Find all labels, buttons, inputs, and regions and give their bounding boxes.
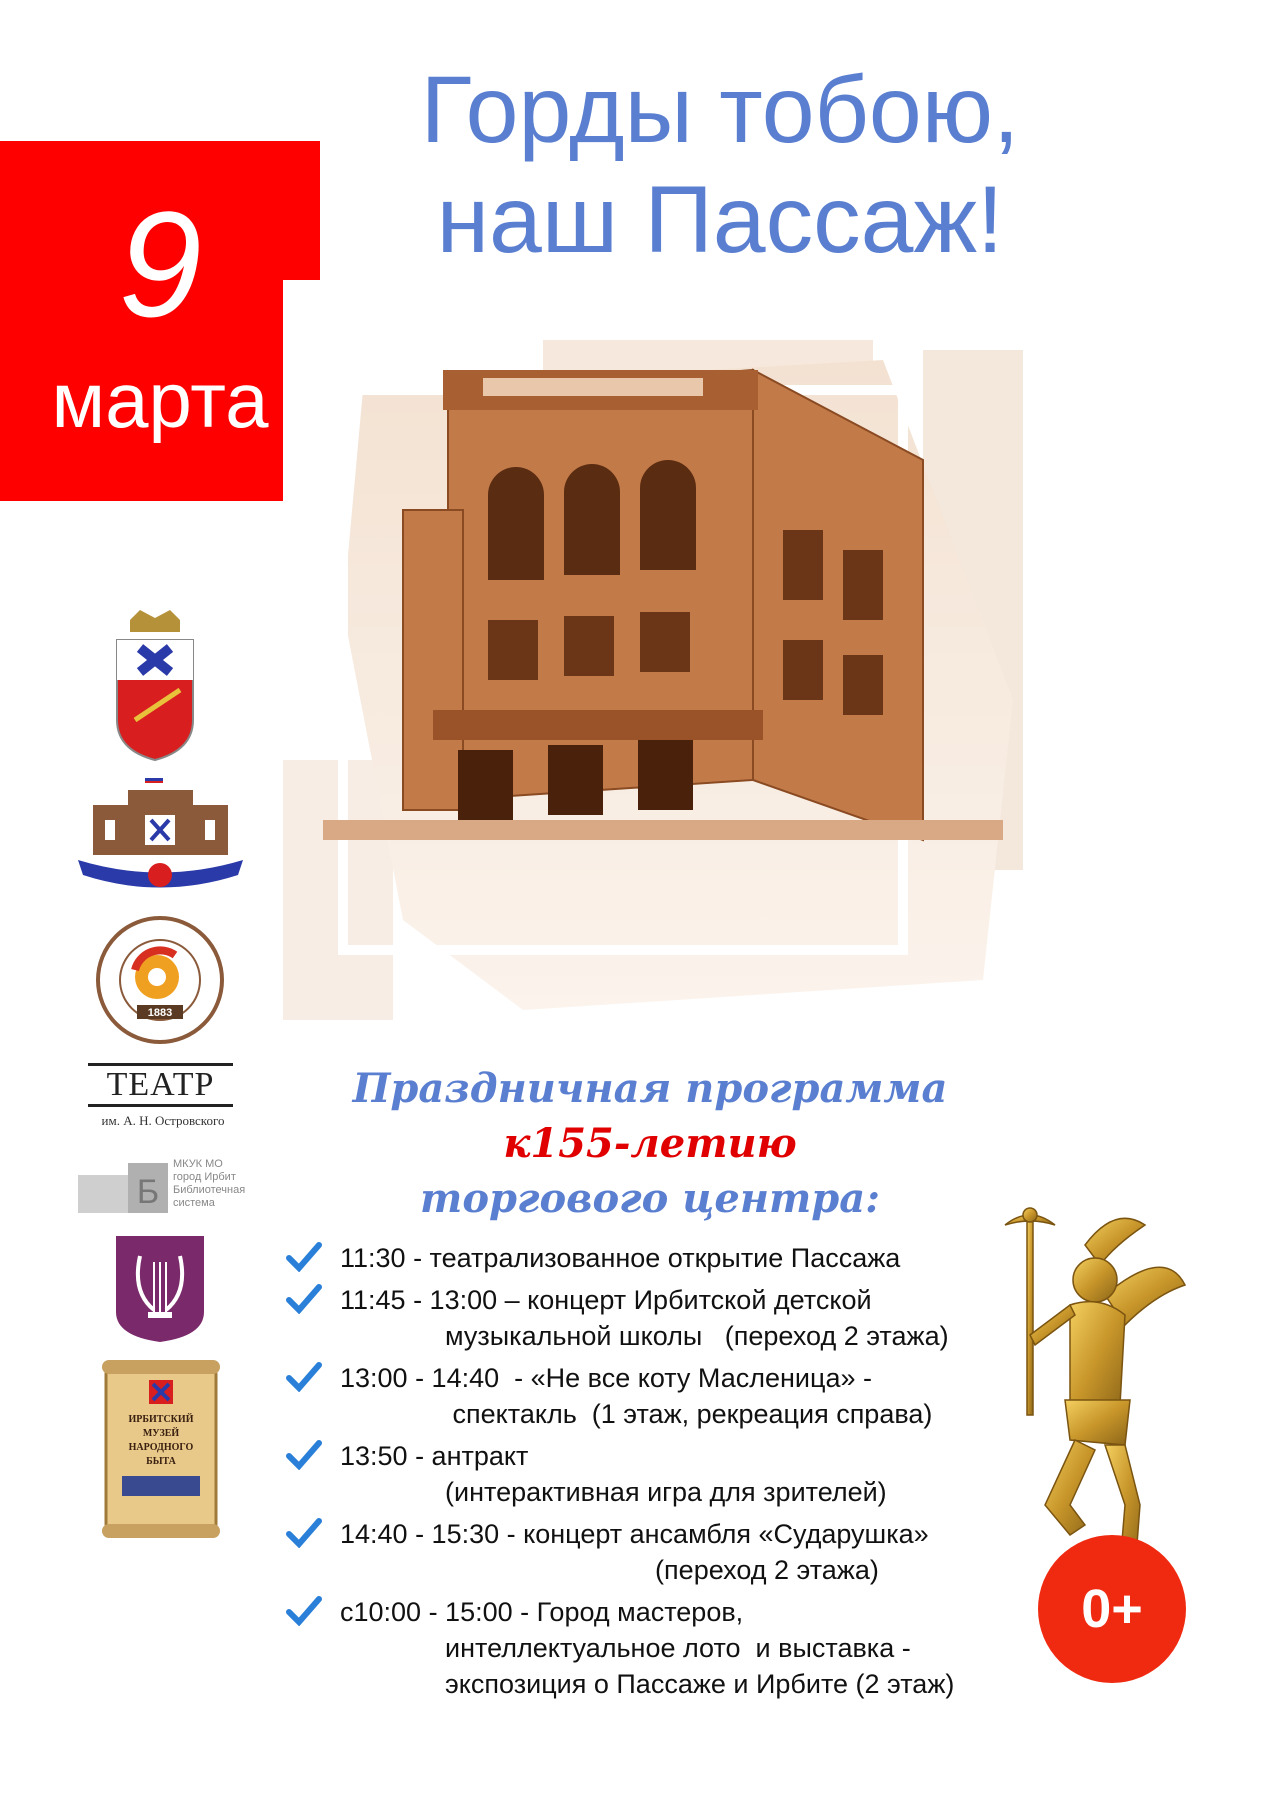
folk-museum-scroll-icon [102, 1360, 220, 1538]
program-line: спектакль (1 этаж, рекреация справа) [340, 1399, 933, 1429]
svg-text:МУЗЕЙ: МУЗЕЙ [142, 1428, 180, 1439]
svg-text:БЫТА: БЫТА [146, 1456, 176, 1467]
theatre-logo [88, 1063, 238, 1133]
program-heading: Праздничная программа [352, 1065, 948, 1112]
svg-text:НАРОДНОГО: НАРОДНОГО [128, 1442, 194, 1453]
program-list [282, 1240, 1042, 1708]
program-anniversary: к155-летию [503, 1120, 797, 1167]
library-text: МКУК МО город Ирбит Библиотечная система [173, 1158, 246, 1209]
music-school-lyre-icon [112, 1232, 208, 1344]
list-item [282, 1282, 1042, 1354]
library-system-logo [78, 1155, 253, 1217]
program-line: 13:50 - антракт [340, 1441, 529, 1471]
historical-museum-logo-icon [95, 915, 225, 1045]
museum-year: 1883 [147, 1007, 173, 1019]
program-line: музыкальной школы (переход 2 этажа) [340, 1321, 949, 1351]
checkmark-icon [286, 1518, 322, 1548]
list-item [282, 1516, 1042, 1588]
title-line-2: наш Пассаж! [436, 167, 1004, 273]
program-line: 11:30 - театрализованное открытие Пассажа [340, 1243, 901, 1273]
program-line: с10:00 - 15:00 - Город мастеров, [340, 1597, 744, 1627]
checkmark-icon [286, 1242, 322, 1272]
theatre-word: ТЕАТР [88, 1063, 233, 1107]
list-item [282, 1360, 1042, 1432]
program-line: (переход 2 этажа) [340, 1555, 879, 1585]
irbit-fair-logo-icon [73, 775, 248, 900]
program-line: 14:40 - 15:30 - концерт ансамбля «Сударушка» [340, 1519, 929, 1549]
list-item [282, 1438, 1042, 1510]
passage-building-image [283, 280, 1043, 1040]
page-title [340, 55, 1100, 275]
checkmark-icon [286, 1440, 322, 1470]
theatre-caption: им. А. Н. Островского [101, 1113, 225, 1128]
program-line: интеллектуальное лото и выставка - [340, 1633, 911, 1663]
checkmark-icon [286, 1362, 322, 1392]
library-books-icon [78, 1155, 173, 1217]
program-subheading: торгового центра: [420, 1175, 880, 1222]
checkmark-icon [286, 1596, 322, 1626]
city-coat-of-arms-icon [105, 610, 205, 765]
program-line: 11:45 - 13:00 – концерт Ирбитской детской [340, 1285, 872, 1315]
date-day: 9 [118, 180, 202, 348]
age-rating-badge: 0+ [1038, 1535, 1186, 1683]
list-item [282, 1594, 1042, 1702]
checkmark-icon [286, 1284, 322, 1314]
program-line: 13:00 - 14:40 - «Не все коту Масленица» - [340, 1363, 872, 1393]
date-month: марта [51, 356, 269, 444]
program-line: (интерактивная игра для зрителей) [340, 1477, 887, 1507]
list-item [282, 1240, 1042, 1276]
date-box [0, 141, 320, 501]
svg-text:ИРБИТСКИЙ: ИРБИТСКИЙ [128, 1414, 194, 1425]
title-line-1: Горды тобою, [420, 57, 1020, 163]
svg-text:Б: Б [136, 1173, 160, 1211]
program-line: экспозиция о Пассаже и Ирбите (2 этаж) [340, 1669, 955, 1699]
